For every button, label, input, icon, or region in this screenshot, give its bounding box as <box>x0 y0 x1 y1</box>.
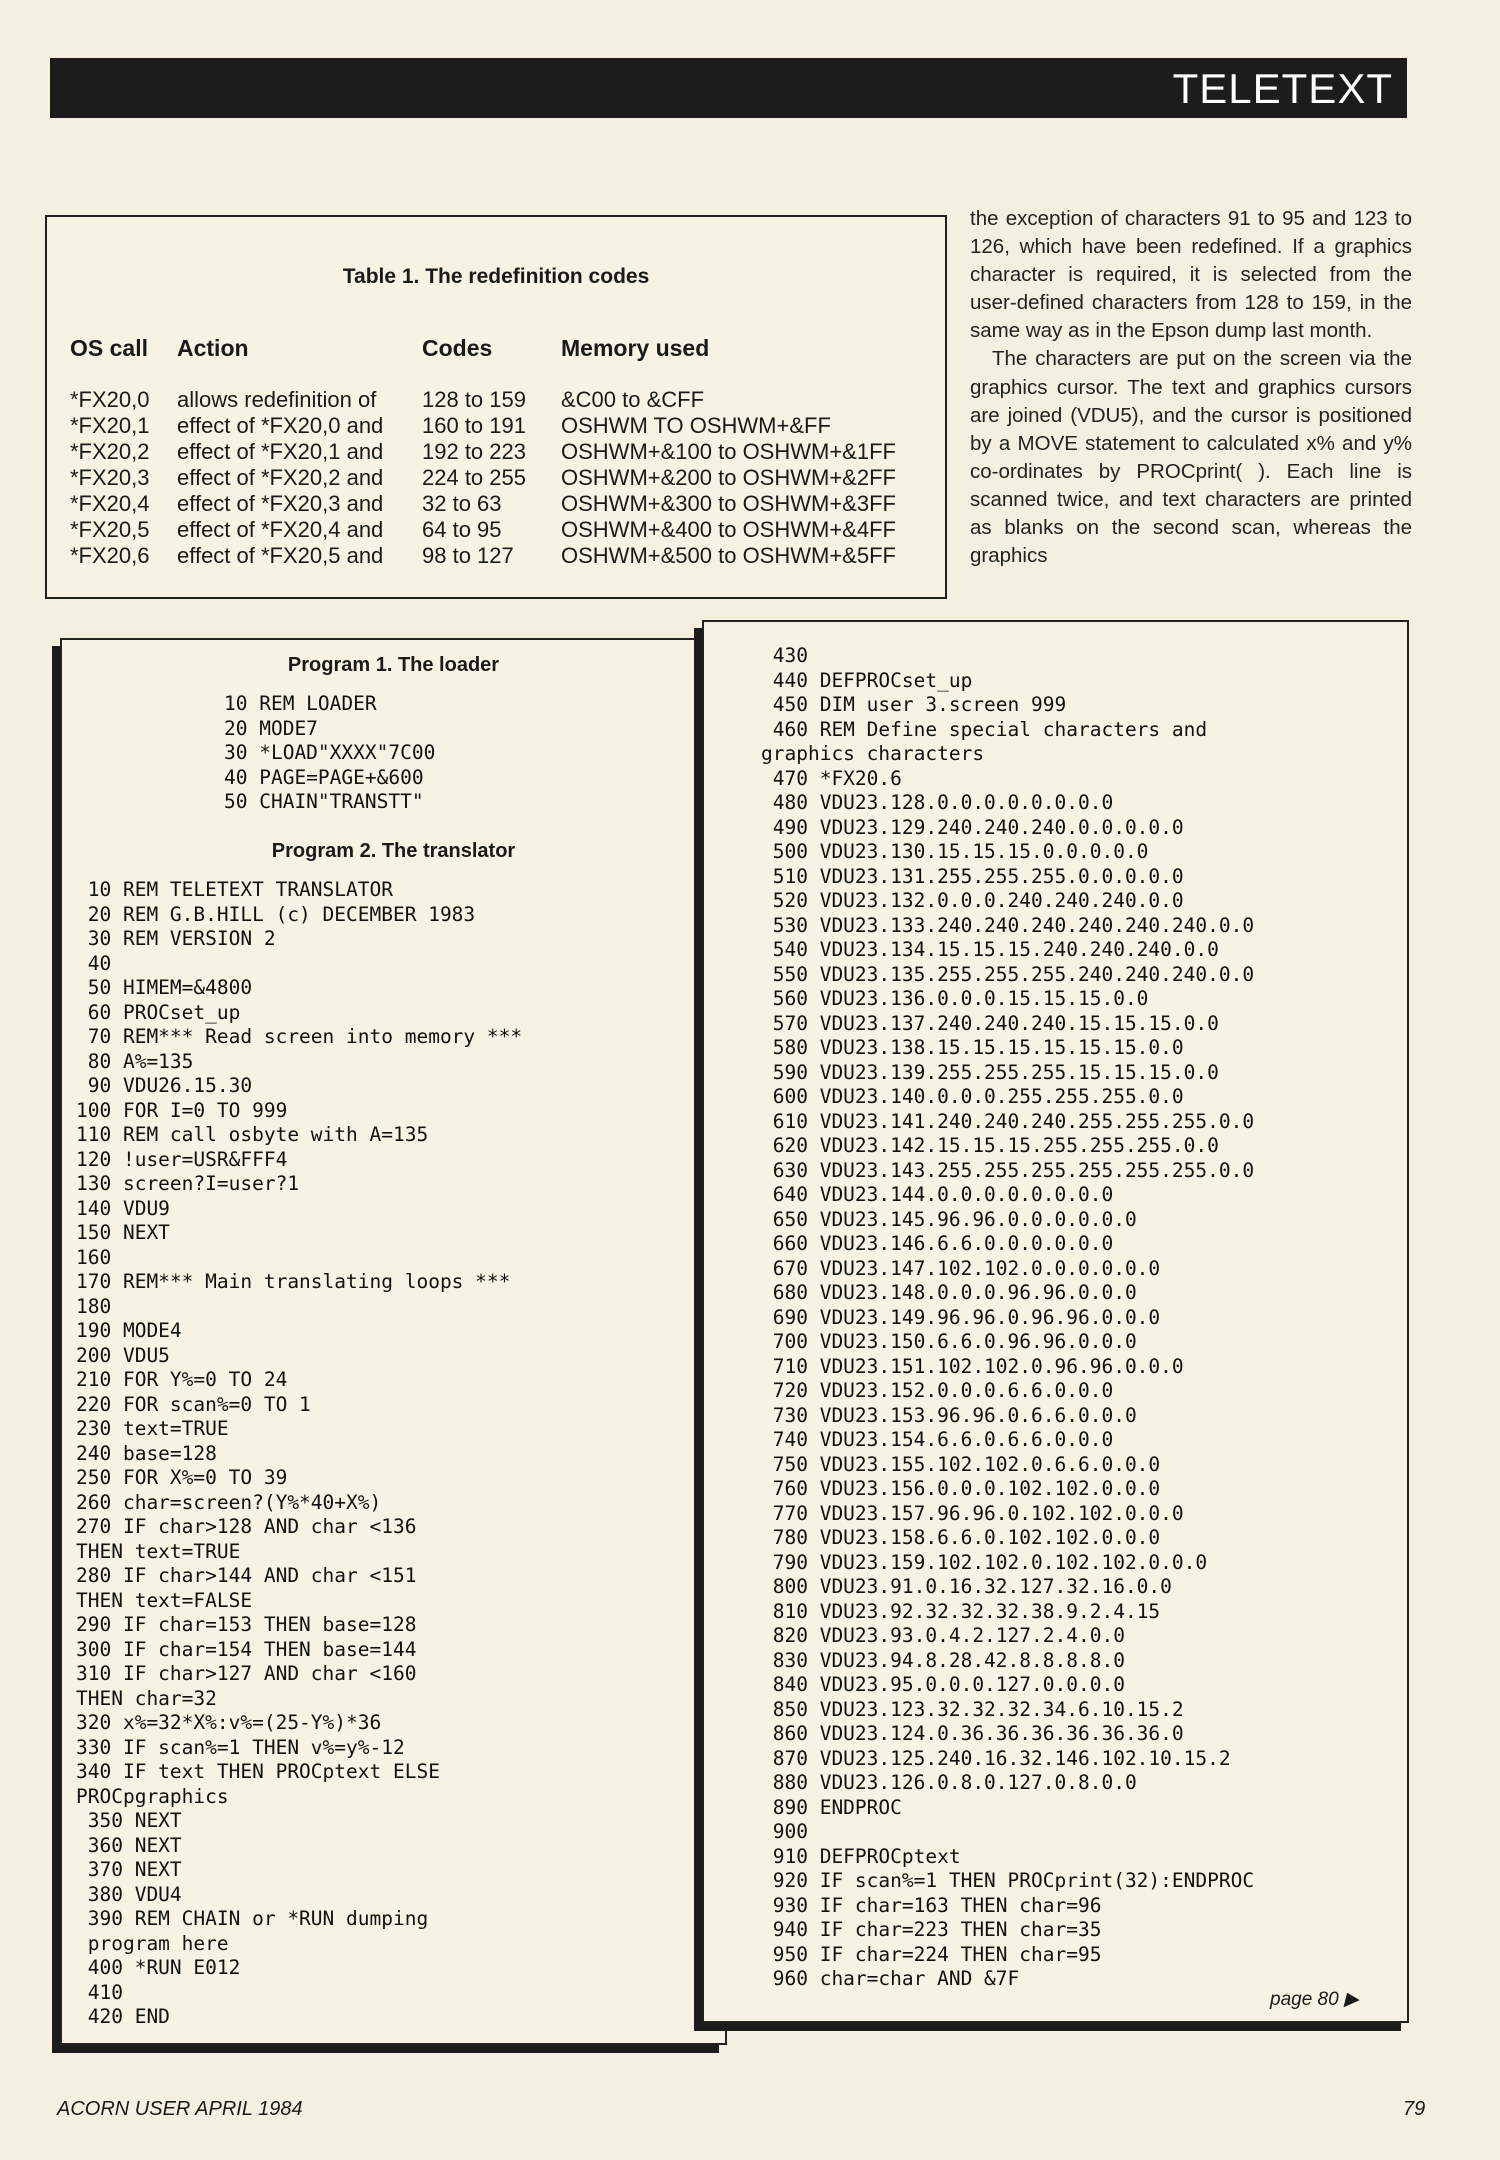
table-row <box>47 517 945 543</box>
table-cell: effect of *FX20,0 and <box>177 413 384 438</box>
table-row <box>47 439 945 465</box>
table-cell: *FX20,1 <box>70 413 150 438</box>
article-paragraph: The characters are put on the screen via the graphics cursor. The text and graphics cursors are joined (VDU5), and the cursor is positioned by a MOVE statement to calculated x% and y% co-ordinates by PROCprint( ). Each line is scanned twice, and text characters are printed as blanks on the second scan, whereas the graphics <box>970 347 1412 568</box>
column-header-memory: Memory used <box>561 335 710 361</box>
table-cell: OSHWM TO OSHWM+&FF <box>561 413 831 438</box>
table-row <box>47 413 945 439</box>
table-cell: OSHWM+&400 to OSHWM+&4FF <box>561 517 896 542</box>
table-cell: 192 to 223 <box>422 439 526 464</box>
table-cell: &C00 to &CFF <box>561 387 705 412</box>
table-cell: OSHWM+&500 to OSHWM+&5FF <box>561 543 896 568</box>
header-bar <box>50 58 1407 118</box>
table-cell: effect of *FX20,3 and <box>177 491 384 516</box>
program-2-title: Program 2. The translator <box>271 840 516 862</box>
table-row <box>47 543 945 569</box>
table-title: Table 1. The redefinition codes <box>342 265 650 288</box>
continued-on-page: page 80 ▶ <box>1270 1989 1359 2010</box>
table-cell: effect of *FX20,5 and <box>177 543 384 568</box>
program-1-title: Program 1. The loader <box>287 654 500 676</box>
table-cell: effect of *FX20,1 and <box>177 439 384 464</box>
table-cell: *FX20,5 <box>70 517 150 542</box>
table-cell: 98 to 127 <box>422 543 514 568</box>
program-listing-box <box>60 638 727 2045</box>
table-row <box>47 465 945 491</box>
article-paragraph: the exception of characters 91 to 95 and 123 to 126, which have been redefined. If a graphics character is required, it is selected from the user-defined characters from 128 to 159, in the same way as in the Epson dump last month. <box>970 207 1412 343</box>
table-cell: effect of *FX20,2 and <box>177 465 384 490</box>
table-cell: effect of *FX20,4 and <box>177 517 384 542</box>
table-cell: allows redefinition of <box>177 387 377 412</box>
column-header-action: Action <box>177 335 249 361</box>
table-cell: *FX20,3 <box>70 465 150 490</box>
program-2-code-right: 430 440 DEFPROCset_up 450 DIM user 3.screen 999 460 REM Define special characters and graphics characters 470 *FX20.6 480 VDU23.128.0.0.0.0.0.0.0.0 490 VDU23.129.240.240.240.0.0.0.0.0 500 VDU23.130.15.15.15.0.0.0.0.0 510 VDU23.131.255.255.255.0.0.0.0.0 520 VDU23.132.0.0.0.240.240.240.0.0 530 VDU23.133.240.240.240.240.240.240.0.0 540 VDU23.134.15.15.15.240.240.240.0.0 550 VDU23.135.255.255.255.240.240.240.0.0 560 VDU23.136.0.0.0.15.15.15.0.0 570 VDU23.137.240.240.240.15.15.15.0.0 580 VDU23.138.15.15.15.15.15.15.0.0 590 VDU23.139.255.255.255.15.15.15.0.0 600 VDU23.140.0.0.0.255.255.255.0.0 610 VDU23.141.240.240.240.255.255.255.0.0 620 VDU23.142.15.15.15.255.255.255.0.0 630 VDU23.143.255.255.255.255.255.255.0.0 640 VDU23.144.0.0.0.0.0.0.0.0 650 VDU23.145.96.96.0.0.0.0.0.0 660 VDU23.146.6.6.0.0.0.0.0.0 670 VDU23.147.102.102.0.0.0.0.0.0 680 VDU23.148.0.0.0.96.96.0.0.0 690 VDU23.149.96.96.0.96.96.0.0.0 700 VDU23.150.6.6.0.96.96.0.0.0 710 VDU23.151.102.102.0.96.96.0.0.0 720 VDU23.152.0.0.0.6.6.0.0.0 730 VDU23.153.96.96.0.6.6.0.0.0 740 VDU23.154.6.6.0.6.6.0.0.0 750 VDU23.155.102.102.0.6.6.0.0.0 760 VDU23.156.0.0.0.102.102.0.0.0 770 VDU23.157.96.96.0.102.102.0.0.0 780 VDU23.158.6.6.0.102.102.0.0.0 790 VDU23.159.102.102.0.102.102.0.0.0 800 VDU23.91.0.16.32.127.32.16.0.0 810 VDU23.92.32.32.32.38.9.2.4.15 820 VDU23.93.0.4.2.127.2.4.0.0 830 VDU23.94.8.28.42.8.8.8.8.0 840 VDU23.95.0.0.0.127.0.0.0.0 850 VDU23.123.32.32.32.34.6.10.15.2 860 VDU23.124.0.36.36.36.36.36.36.0 870 VDU23.125.240.16.32.146.102.10.15.2 880 VDU23.126.0.8.0.127.0.8.0.0 890 ENDPROC 900 910 DEFPROCptext 920 IF scan%=1 THEN PROCprint(32):ENDPROC 930 IF char=163 THEN char=96 940 IF char=223 THEN char=35 950 IF char=224 THEN char=95 960 char=char AND &7F <box>761 644 1255 1990</box>
table-cell: *FX20,2 <box>70 439 150 464</box>
column-header-codes: Codes <box>422 335 493 361</box>
page-number: 79 <box>1403 2098 1426 2120</box>
table-cell: OSHWM+&200 to OSHWM+&2FF <box>561 465 896 490</box>
table-cell: OSHWM+&300 to OSHWM+&3FF <box>561 491 896 516</box>
table-cell: 224 to 255 <box>422 465 526 490</box>
footer-publication: ACORN USER APRIL 1984 <box>57 2098 303 2120</box>
article-body <box>970 205 1412 570</box>
table-cell: 160 to 191 <box>422 413 526 438</box>
table-cell: 32 to 63 <box>422 491 502 516</box>
table-cell: 128 to 159 <box>422 387 526 412</box>
table-row <box>47 491 945 517</box>
program-1-code: 10 REM LOADER 20 MODE7 30 *LOAD"XXXX"7C00 40 PAGE=PAGE+&600 50 CHAIN"TRANSTT" <box>224 692 436 813</box>
redefinition-codes-table <box>45 215 947 599</box>
table-cell: 64 to 95 <box>422 517 502 542</box>
table-cell: *FX20,4 <box>70 491 150 516</box>
column-header-os-call: OS call <box>70 335 148 361</box>
section-title: TELETEXT <box>1172 65 1393 112</box>
program-listing-continued-box <box>702 620 1409 2023</box>
program-2-code-left: 10 REM TELETEXT TRANSLATOR 20 REM G.B.HILL (c) DECEMBER 1983 30 REM VERSION 2 40 50 HIMEM=&4800 60 PROCset_up 70 REM*** Read screen into memory *** 80 A%=135 90 VDU26.15.30 100 FOR I=0 TO 999 110 REM call osbyte with A=135 120 !user=USR&FFF4 130 screen?I=user?1 140 VDU9 150 NEXT 160 170 REM*** Main translating loops *** 180 190 MODE4 200 VDU5 210 FOR Y%=0 TO 24 220 FOR scan%=0 TO 1 230 text=TRUE 240 base=128 250 FOR X%=0 TO 39 260 char=screen?(Y%*40+X%) 270 IF char>128 AND char <136 THEN text=TRUE 280 IF char>144 AND char <151 THEN text=FALSE 290 IF char=153 THEN base=128 300 IF char=154 THEN base=144 310 IF char>127 AND char <160 THEN char=32 320 x%=32*X%:v%=(25-Y%)*36 330 IF scan%=1 THEN v%=y%-12 340 IF text THEN PROCptext ELSE PROCpgraphics 350 NEXT 360 NEXT 370 NEXT 380 VDU4 390 REM CHAIN or *RUN dumping program here 400 *RUN E012 410 420 END <box>76 878 523 2028</box>
table-cell: *FX20,0 <box>70 387 150 412</box>
table-row <box>47 387 945 413</box>
table-cell: OSHWM+&100 to OSHWM+&1FF <box>561 439 896 464</box>
table-cell: *FX20,6 <box>70 543 150 568</box>
